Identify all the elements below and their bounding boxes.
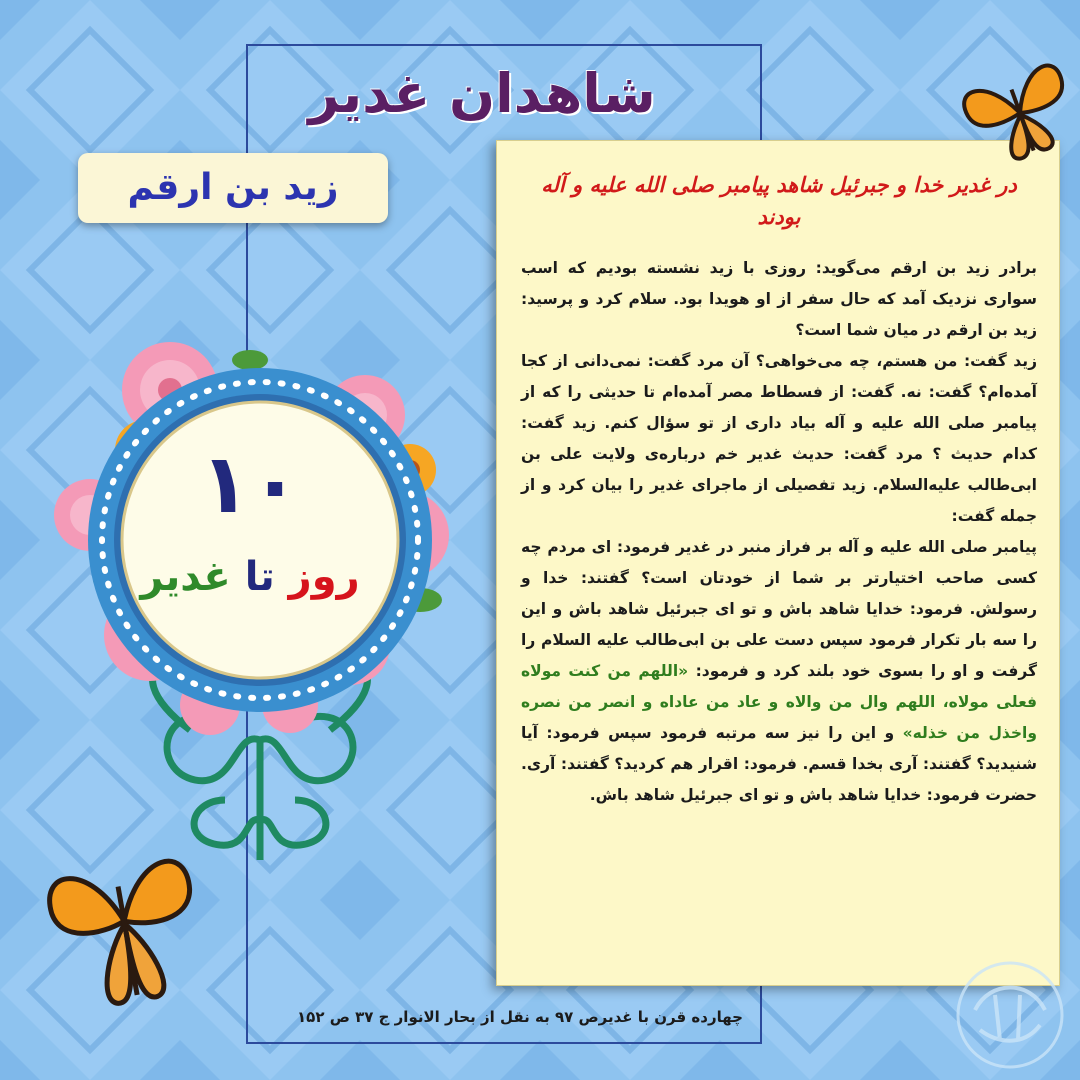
article-paragraph [521,532,1037,811]
article-subtitle: در غدیر خدا و جبرئیل شاهد پیامبر صلی الله علیه و آله بودند [541,172,1017,229]
arabic-quote: «اللهم من کنت مولاه فعلی مولاه، اللهم وال من والاه و عاد من عاداه و انصر من نصره واخذل من خذله» [521,662,1038,742]
calligraphy-seal [940,950,1070,1070]
person-name-card: زید بن ارقم [78,153,388,223]
countdown-number: ۱۰ [199,437,301,532]
days-word: روز [288,554,360,600]
article-paragraph: برادر زید بن ارقم می‌گوید: روزی با زید نشسته بودیم که اسب سواری نزدیک آمد که حال سفر از او هویدا بود. سلام کرد و پرسید: زید بن ارقم در میان شما است؟ [521,259,1037,339]
article-body [521,253,1037,811]
monarch-butterfly-icon [960,58,1080,168]
countdown-caption [130,545,370,609]
paragraph-rest: و این را نیز سه مرتبه فرمود سپس فرمود: آیا شنیدید؟ گفتند: آری بخدا قسم. فرمود: اقرار هم کردید؟ گفتند: آری. حضرت فرمود: خدایا شاهد باش و تو ای جبرئیل شاهد باش. [521,724,1037,804]
source-citation: چهارده قرن با غدیرص ۹۷ به نقل از بحار الانوار ج ۳۷ ص ۱۵۲ [297,1008,743,1026]
until-word: تا [244,554,275,600]
article-paragraph: زید گفت: من هستم، چه می‌خواهی؟ آن مرد گفت: نمی‌دانی از کجا آمده‌ام؟ گفت: نه. گفت: از فسطاط مصر آمده‌ام تا حدیثی را که از پیامبر صلی الله علیه و آله بیاد داری از تو سؤال کنم. زید گفت: کدام حدیث ؟ مرد گفت: حدیث غدیر خم درباره‌ی ولایت علی بن ابی‌طالب علیه‌السلام. زید تفصیلی از ماجرای غدیر را بیان کرد و از جمله گفت: [521,352,1037,525]
ghadir-word: غدیر [140,554,231,600]
paragraph-intro: پیامبر صلی الله علیه و آله بر فراز منبر در غدیر فرمود: ای مردم چه کسی صاحب اختیارتر بر شما از خودتان است؟ گفتند: خدا و رسولش. فرمود: خدایا شاهد باش و تو ای جبرئیل شاهد باش و این را سه بار تکرار فرمود سپس دست علی بن ابی‌طالب علیه السلام را گرفت و او را بسوی خود بلند کرد و فرمود: [521,538,1037,680]
page-title: شاهدان غدیر [308,62,656,125]
article-panel [496,140,1060,986]
monarch-butterfly-icon [40,836,210,1016]
